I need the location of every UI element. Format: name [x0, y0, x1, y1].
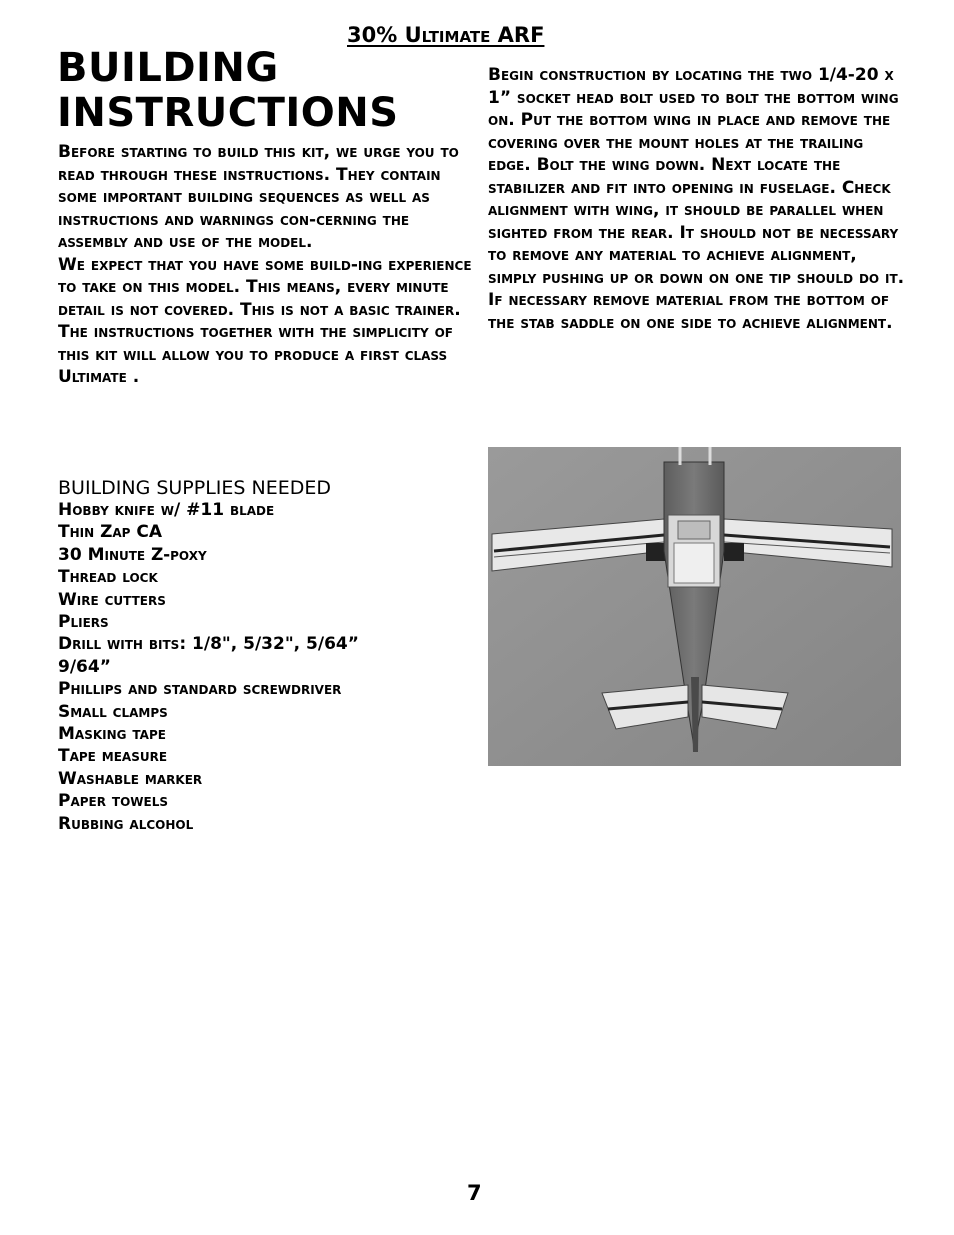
construction-paragraph: Begin construction by locating the two 1/4-20 x 1” socket head bolt used to bolt the bottom wing on. Put the bottom wing in place and remove the covering over the mount holes at the trailing edge. Bolt the wing down. Next locate the stabilizer and fit into opening in fuselage. Check alignment with wing, it should be parallel when sighted from the rear. It should not be necessary to remove any material to achieve alignment, simply pushing up or down on one tip should do it. If necessary remove material from the bottom of the stab saddle on one side to achieve alignment. [488, 65, 905, 333]
page-title: BUILDING INSTRUCTIONS [57, 45, 399, 136]
list-item: Wire cutters [58, 589, 166, 610]
list-item: Thread lock [58, 567, 158, 588]
supplies-heading: BUILDING SUPPLIES NEEDED [58, 477, 332, 499]
list-item: 9/64” [58, 656, 111, 677]
intro-text [58, 141, 476, 389]
supplies-list [58, 499, 359, 835]
intro-paragraph-1: Before starting to build this kit, we urge you to read through these instructions. They contain some important building sequences as well as instructions and warnings con-cerning the assembly and use of the model. [58, 142, 459, 252]
list-item: Pliers [58, 612, 109, 633]
list-item: 30 Minute Z-poxy [58, 544, 207, 565]
list-item: Tape measure [58, 746, 168, 767]
construction-text [488, 64, 908, 334]
list-item: Phillips and standard screwdriver [58, 679, 342, 700]
header-title: 30% Ultimate ARF [347, 23, 545, 47]
intro-paragraph-2: We expect that you have some build-ing experience to take on this model. This means, every minute detail is not covered. This is not a basic trainer. The instructions together with the simplicity of this kit will allow you to produce a first class Ultimate . [58, 254, 472, 387]
page-number: 7 [467, 1181, 482, 1205]
list-item: Hobby knife w/ #11 blade [58, 500, 275, 520]
list-item: Paper towels [58, 791, 169, 812]
list-item: Thin Zap CA [58, 522, 163, 543]
list-item: Masking tape [58, 724, 166, 745]
list-item: Small clamps [58, 701, 168, 722]
airplane-photo [488, 447, 901, 766]
list-item: Drill with bits: 1/8", 5/32", 5/64” [58, 634, 359, 655]
airplane-illustration [488, 447, 901, 766]
list-item: Washable marker [58, 768, 203, 789]
list-item: Rubbing alcohol [58, 813, 194, 834]
